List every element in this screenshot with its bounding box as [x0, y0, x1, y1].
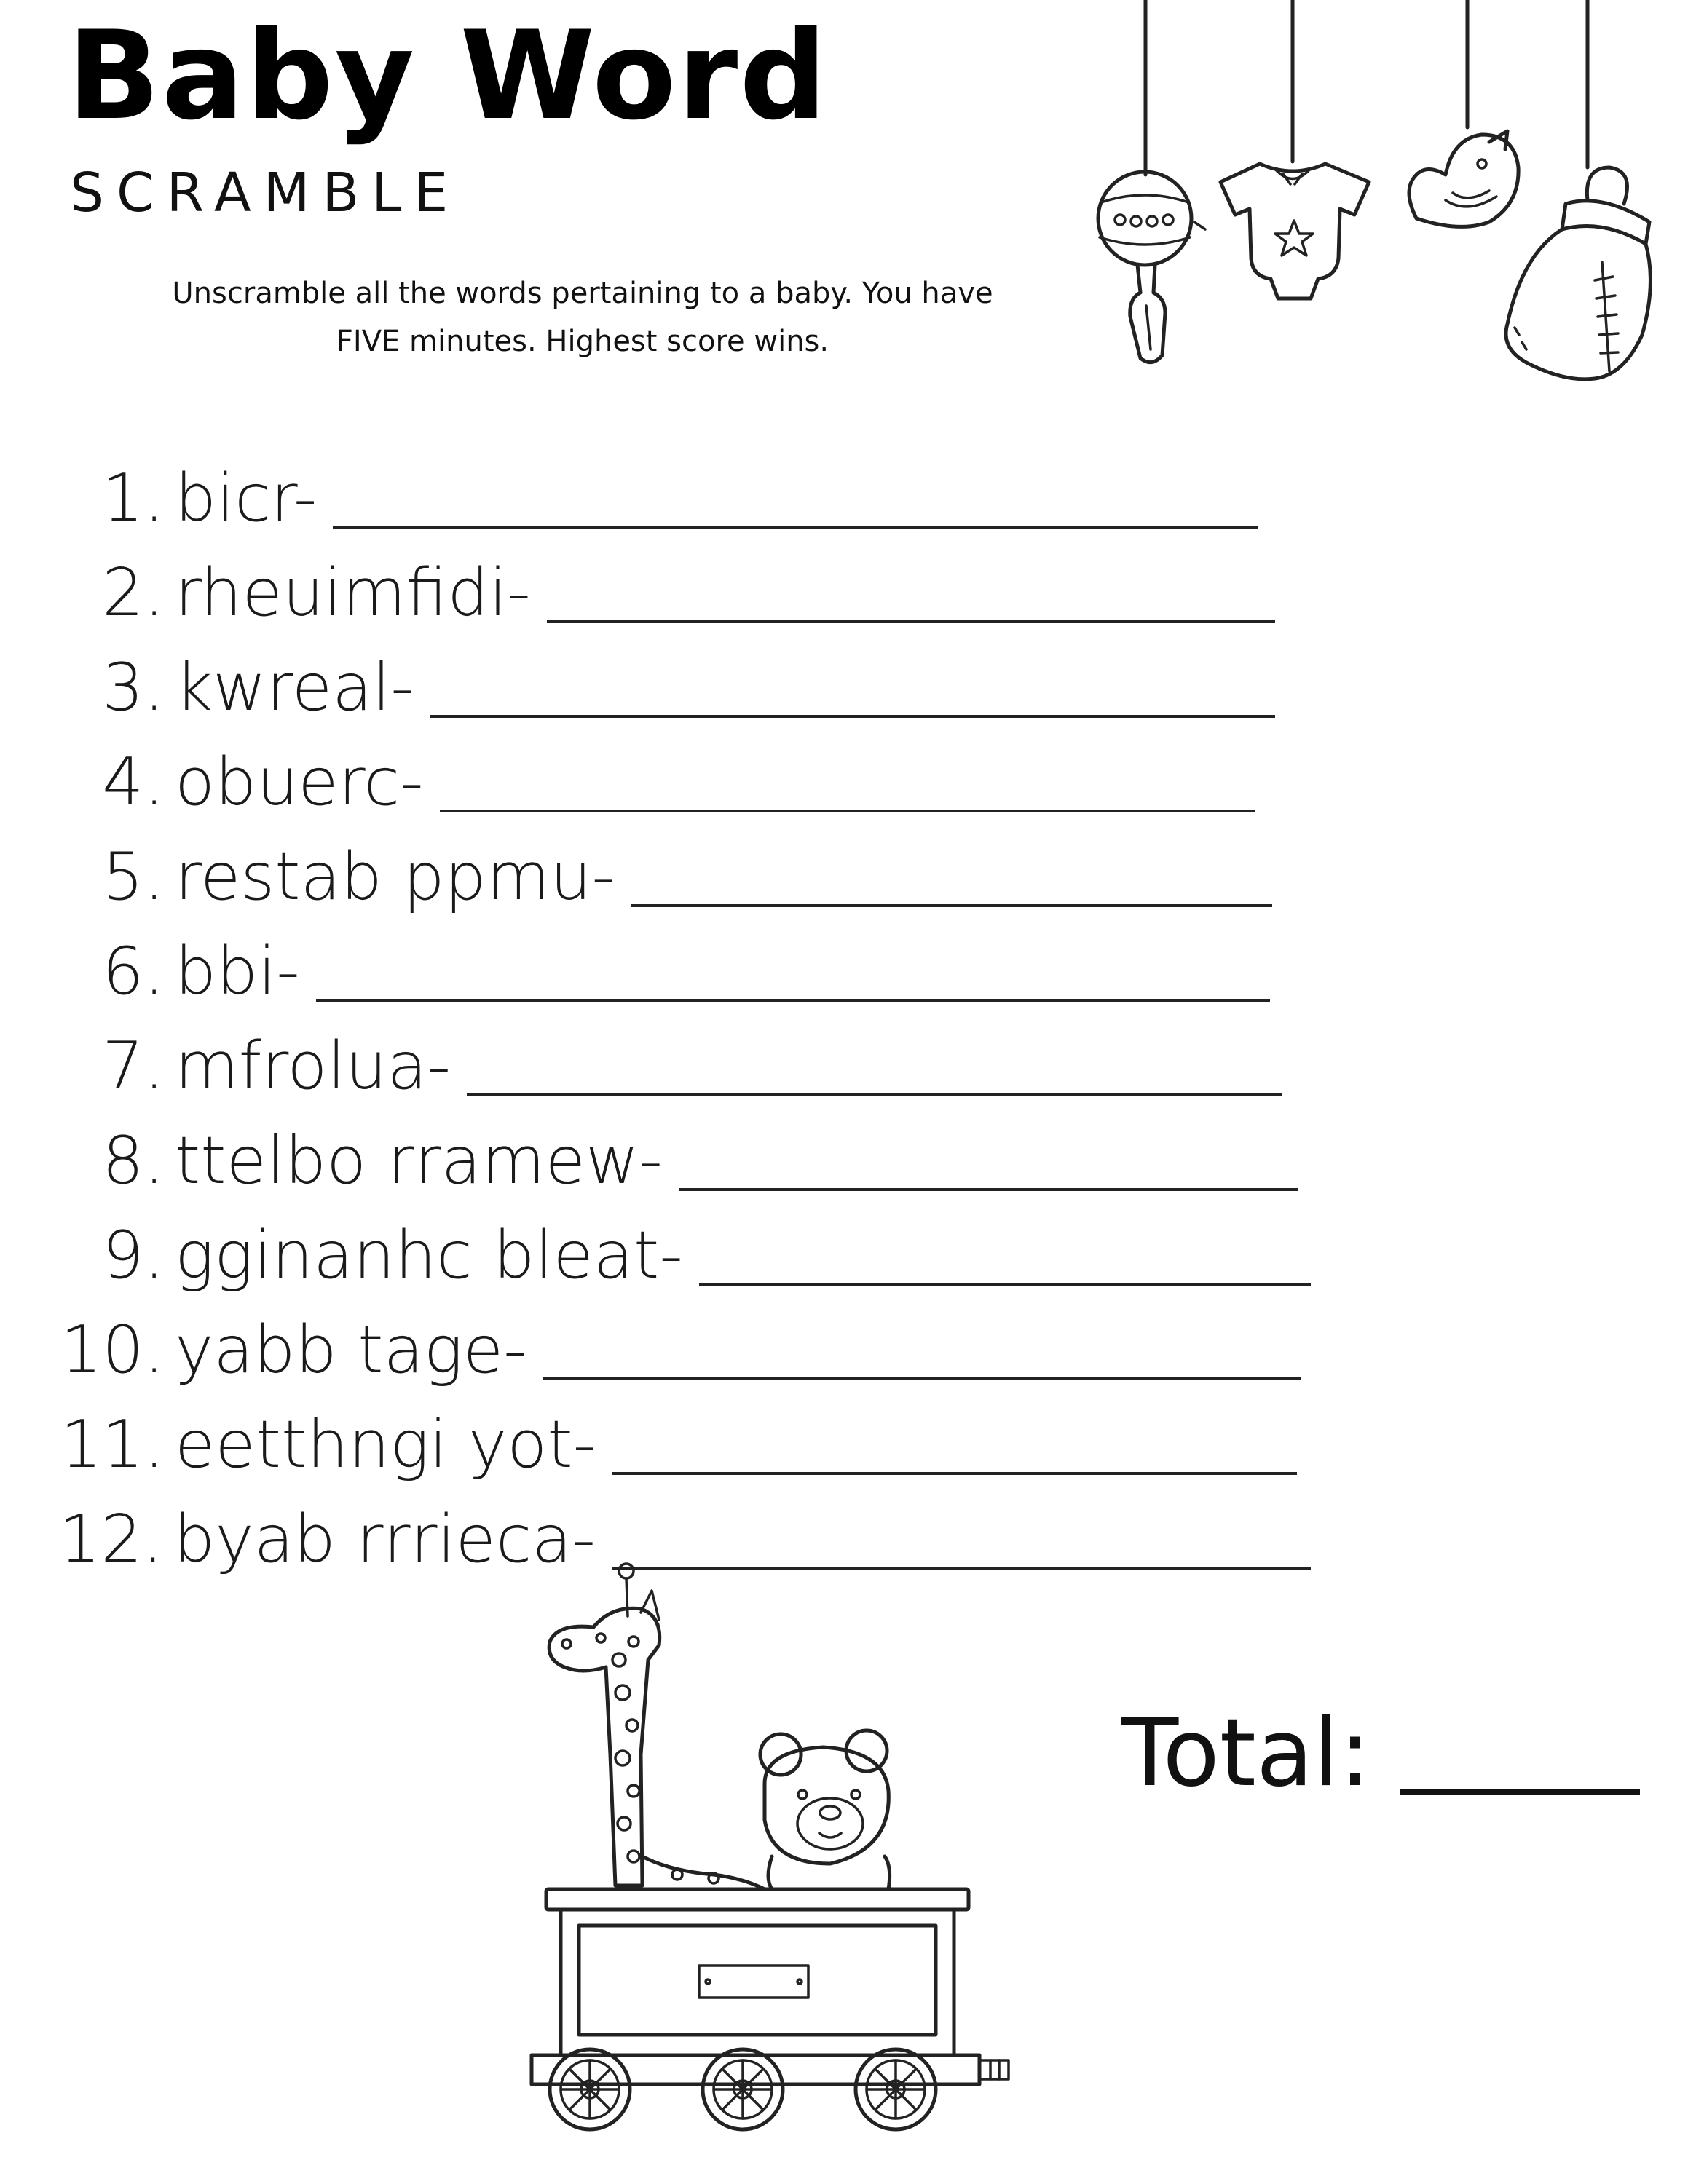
item-number: 2. [102, 555, 165, 631]
scrambled-word: bicr- [175, 460, 318, 537]
list-item [0, 531, 1311, 631]
item-number: 9. [102, 1217, 165, 1294]
scrambled-word: restab ppmu- [175, 839, 615, 915]
total-label: Total: [1121, 1699, 1371, 1808]
total-blank[interactable] [1400, 1789, 1640, 1795]
list-item [0, 1478, 1311, 1578]
answer-blank[interactable] [679, 1188, 1298, 1191]
scrambled-word: yabb tage- [175, 1312, 527, 1388]
onesie-icon [1209, 149, 1384, 309]
list-item [0, 437, 1311, 537]
item-number: 7. [102, 1028, 165, 1104]
scrambled-word: rheuimfidi- [175, 555, 531, 631]
instructions-line-2: FIVE minutes. Highest score wins. [336, 325, 829, 358]
scrambled-word: gginanhc bleat- [175, 1217, 683, 1294]
answer-blank[interactable] [631, 904, 1272, 907]
answer-blank[interactable] [316, 999, 1270, 1002]
answer-blank[interactable] [430, 715, 1275, 718]
list-item [0, 815, 1311, 915]
scrambled-word: bbi- [175, 933, 300, 1010]
answer-blank[interactable] [467, 1093, 1282, 1096]
total-score [1121, 1699, 1640, 1808]
instructions-line-1: Unscramble all the words pertaining to a baby. You have [172, 277, 993, 310]
item-number: 4. [102, 744, 165, 820]
baby-bottle-icon [1493, 160, 1668, 400]
list-item [0, 1383, 1311, 1483]
scrambled-word: ttelbo rramew- [175, 1123, 663, 1199]
answer-blank[interactable] [440, 810, 1255, 812]
scrambled-word: obuerc- [175, 744, 424, 820]
item-number: 8. [102, 1123, 165, 1199]
list-item [0, 1289, 1311, 1388]
answer-blank[interactable] [333, 526, 1258, 529]
page-subtitle: SCRAMBLE [70, 162, 461, 224]
item-number: 10. [60, 1312, 165, 1388]
item-number: 11. [60, 1406, 165, 1483]
scrambled-word: kwreal- [175, 649, 414, 726]
scrambled-word: mfrolua- [175, 1028, 451, 1104]
answer-blank[interactable] [547, 620, 1275, 623]
answer-blank[interactable] [543, 1377, 1301, 1380]
list-item [0, 626, 1311, 726]
list-item [0, 1099, 1311, 1199]
list-item [0, 1005, 1311, 1104]
toy-train-giraffe-teddy-icon [524, 1565, 1034, 2133]
item-number: 6. [102, 933, 165, 1010]
scrambled-word: byab rrrieca- [173, 1501, 596, 1578]
item-number: 1. [102, 460, 165, 537]
answer-blank[interactable] [699, 1283, 1311, 1286]
list-item [0, 721, 1311, 820]
list-item [0, 1194, 1311, 1294]
list-item [0, 910, 1311, 1010]
item-number: 3. [102, 649, 165, 726]
item-number: 12. [59, 1501, 164, 1578]
item-number: 5. [102, 839, 165, 915]
page-title: Baby Word [67, 4, 829, 147]
answer-blank[interactable] [612, 1472, 1297, 1475]
scrambled-word: eetthngi yot- [175, 1406, 597, 1483]
